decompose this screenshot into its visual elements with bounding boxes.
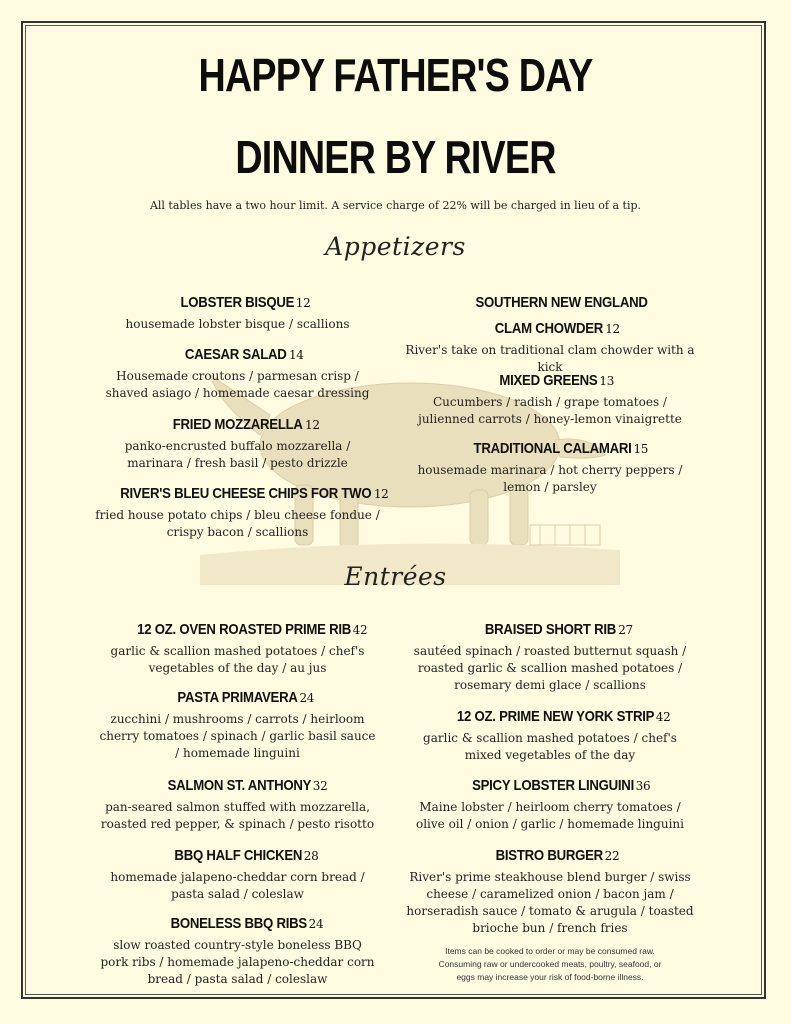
item-name: MIXED GREENS 13 [499, 372, 615, 389]
item-name: SPICY LOBSTER LINGUINI 36 [471, 777, 651, 794]
item-price: 36 [635, 779, 651, 793]
item-description: pan-seared salmon stuffed with mozzarella, roasted red pepper, & spinach / pesto risotto [100, 800, 375, 831]
item-name: TRADITIONAL CALAMARI 15 [473, 440, 649, 457]
menu-item [95, 415, 380, 472]
item-description: slow roasted country-style boneless BBQ pork ribs / homemade jalapeno-cheddar corn bread / pasta salad / coleslaw [100, 938, 375, 986]
item-name: CLAM CHOWDER 12 [494, 320, 620, 337]
item-price: 15 [633, 442, 649, 456]
item-price: 12 [305, 418, 320, 432]
item-price: 24 [308, 917, 324, 931]
entrees-left-column [95, 620, 380, 990]
menu-item [95, 846, 380, 903]
appetizers-heading: Appetizers [325, 232, 466, 261]
menu-item [95, 914, 380, 988]
item-description: zucchini / mushrooms / carrots / heirloom cherry tomatoes / spinach / garlic basil sauce / homemade linguini [99, 712, 376, 760]
item-name: 12 OZ. PRIME NEW YORK STRIP 42 [456, 708, 671, 725]
item-price: 12 [295, 296, 311, 310]
menu-item [95, 345, 380, 402]
item-name: PASTA PRIMAVERA 24 [177, 689, 315, 706]
item-description: homemade jalapeno-cheddar corn bread / pasta salad / coleslaw [110, 870, 365, 901]
item-price: 32 [312, 779, 328, 793]
item-description: Maine lobster / heirloom cherry tomatoes / olive oil / onion / garlic / homemade linguini [415, 800, 684, 831]
item-name-line1: SOUTHERN NEW ENGLAND [475, 294, 648, 311]
menu-item [95, 293, 380, 333]
item-price: 24 [299, 691, 315, 705]
item-name: LOBSTER BISQUE 12 [180, 294, 311, 311]
item-price: 42 [352, 623, 368, 637]
menu-item [400, 439, 700, 496]
item-description: Cucumbers / radish / grape tomatoes / julienned carrots / honey-lemon vinaigrette [418, 395, 682, 426]
item-description: sautéed spinach / roasted butternut squash / roasted garlic & scallion mashed potatoes / rosemary demi glace / scallions [413, 644, 687, 692]
item-price: 22 [604, 849, 620, 863]
item-description: River's take on traditional clam chowder with a kick [405, 343, 695, 374]
food-safety-footnote: Items can be cooked to order or may be consumed raw. Consuming raw or undercooked meats, poultry, seafood, or eggs may increase your risk of food-borne illness. [438, 946, 662, 982]
item-name: SALMON ST. ANTHONY 32 [167, 777, 328, 794]
item-price: 12 [373, 487, 389, 501]
item-description: Housemade croutons / parmesan crisp / shaved asiago / homemade caesar dressing [105, 369, 370, 400]
entrees-right-column [400, 620, 700, 940]
menu-item [95, 620, 380, 677]
menu-item [400, 776, 700, 833]
item-price: 28 [303, 849, 319, 863]
item-name: BRAISED SHORT RIB 27 [485, 621, 633, 638]
menu-item [400, 293, 700, 376]
item-price: 13 [599, 374, 615, 388]
menu-item [400, 707, 700, 764]
item-price: 12 [605, 322, 620, 336]
item-description: fried house potato chips / bleu cheese fondue / crispy bacon / scallions [95, 508, 380, 539]
entrees-heading: Entrées [344, 562, 447, 591]
menu-item [400, 846, 700, 937]
menu-item [95, 776, 380, 833]
title-line-1: HAPPY FATHER'S DAY [198, 49, 593, 101]
item-name: FRIED MOZZARELLA 12 [173, 416, 320, 433]
item-name: 12 OZ. OVEN ROASTED PRIME RIB 42 [136, 621, 368, 638]
menu-item [95, 688, 380, 762]
menu-item [83, 484, 392, 541]
item-name: RIVER'S BLEU CHEESE CHIPS FOR TWO 12 [120, 485, 389, 502]
item-description: housemade lobster bisque / scallions [125, 317, 350, 331]
item-name: BONELESS BBQ RIBS 24 [170, 915, 324, 932]
item-name: BBQ HALF CHICKEN 28 [173, 847, 319, 864]
item-description: panko-encrusted buffalo mozzarella / marinara / fresh basil / pesto drizzle [124, 439, 351, 470]
item-description: garlic & scallion mashed potatoes / chef's vegetables of the day / au jus [110, 644, 365, 675]
item-name: BISTRO BURGER 22 [495, 847, 620, 864]
item-description: garlic & scallion mashed potatoes / chef's mixed vegetables of the day [423, 731, 677, 762]
item-price: 42 [655, 710, 671, 724]
item-name: CAESAR SALAD 14 [185, 346, 304, 363]
item-description: River's prime steakhouse blend burger / swiss cheese / caramelized onion / bacon jam / horseradish sauce / tomato & arugula / toasted brioche bun / french fries [406, 870, 694, 935]
item-description: housemade marinara / hot cherry peppers / lemon / parsley [417, 463, 683, 494]
service-notice: All tables have a two hour limit. A service charge of 22% will be charged in lieu of a tip. [149, 199, 642, 212]
item-price: 14 [288, 348, 304, 362]
item-price: 27 [618, 623, 633, 637]
appetizers-left-column [95, 293, 389, 553]
menu-item [400, 371, 700, 428]
appetizers-right-column [400, 293, 700, 513]
title-line-2: DINNER BY RIVER [235, 131, 556, 183]
menu-item [400, 620, 700, 694]
